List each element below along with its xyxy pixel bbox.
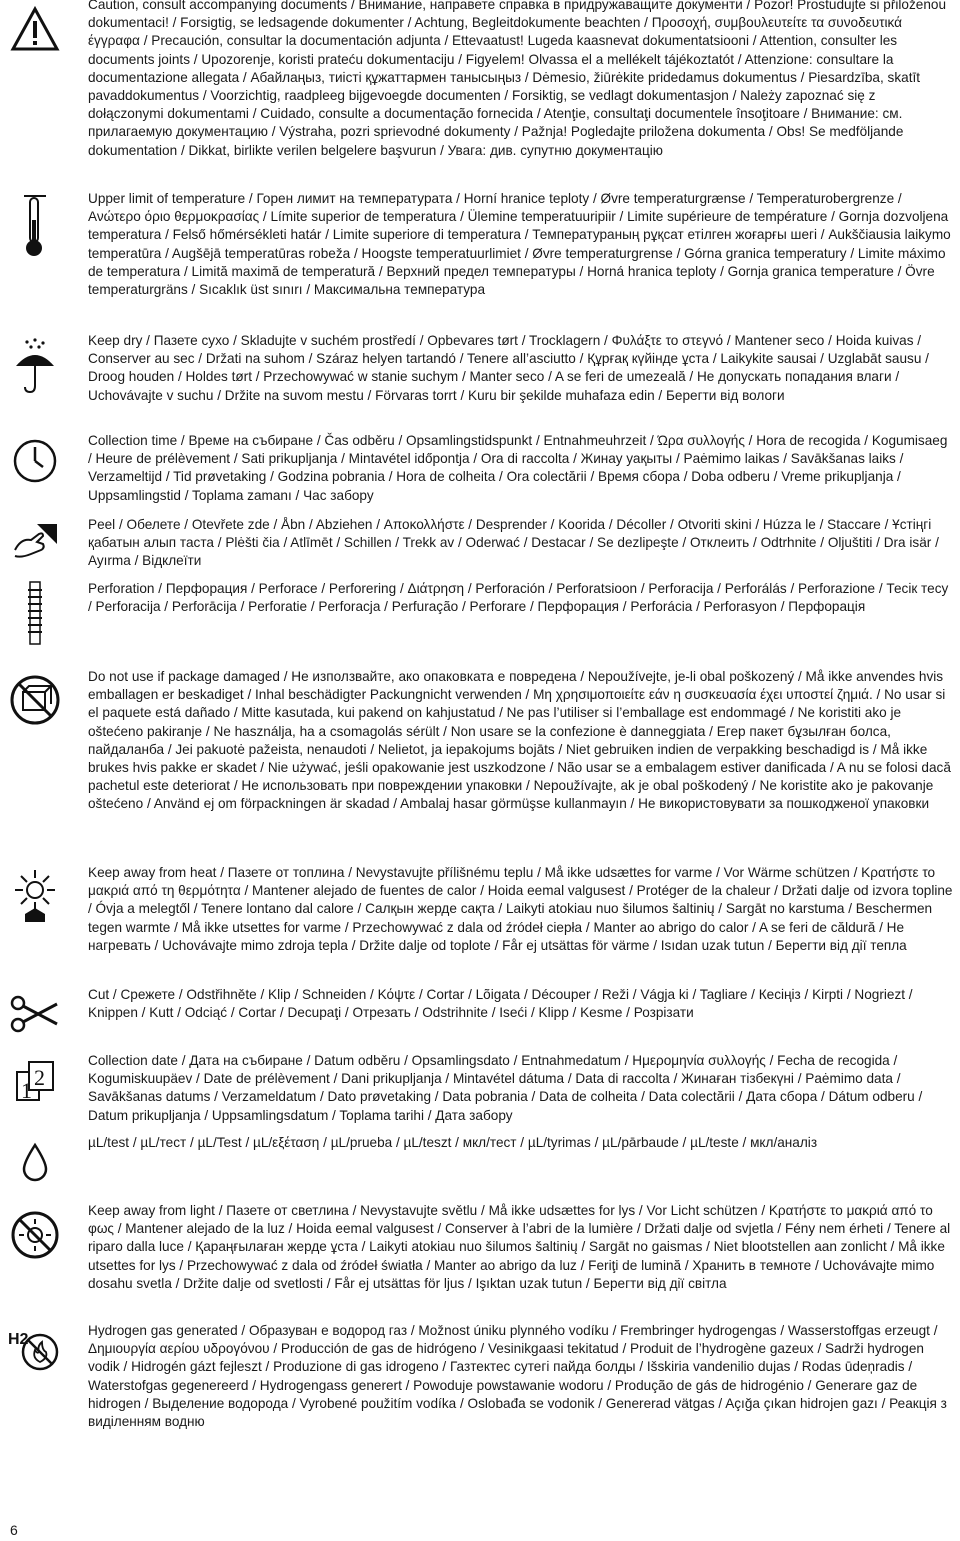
entry-text: Hydrogen gas generated / Образуван е водород газ / Možnost úniku plynného vodíku / Frembringer hydrogengas / Wasserstoffgas erzeugt / Δημιουργία αερίου υδρογόνου / Producción de gas de hidrógeno / Vesinikgaasi tekitatud / Produit de l’hydrogène gazeux / Sadrži hydrogen vodik / Hidrogén gázt fejleszt / Produzione di gas idrogeno / Газтектес сутегі пайда болды / Išskiria vandenilio dujas / Rodas ūdeņradis / Waterstofgas gegenereerd / Hydrogengass generert / Powoduje powstawanie wodoru / Produção de gás de hidrogénio / Generare gaz de hidrogen / Выделение водорода / Vyrobené použitím vodíka / Oslobađa se vodonik / Genererad vätgas / Açığa çıkan hidrojen gazı / Реакція з виділенням водню [88,1323,947,1430]
entry-text: Caution, consult accompanying documents / Внимание, направете справка в придружаващите документи / Pozor! Prostudujte si přiloženou dokumentaci! / Forsigtig, se ledsagende dokumenter / Achtung, Begleitdokumente beachten / Προσοχή, συμβουλευτείτε τα συνοδευτικά έγγραφα / Precaución, consultar la documentación adjunta / Ettevaatust! Lugeda kaasnevat dokumentatsiooni / Attention, consulter les documents joints / Upozorenje, koristi prateću dokumentaciju / Figyelem! Olvassa el a mellékelt tájékoztatót / Attenzione: consultare la documentazione allegata / Абайлаңыз, тиісті құжаттармен танысыңыз / Dėmesio, žiūrėkite pridedamus dokumentus / Piesardzība, skatīt pavaddokumentus / Voorzichtig, raadpleeg bijgevoegde documenten / Forsiktig, se vedlagt dokumentasjon / Należy zapoznać się z dołączonymi dokumentami / Cuidado, consulte a documentação fornecida / Atenţie, consultaţi documentele însoţitoare / Внимание: см. прилагаемую документацию / Výstraha, pozri sprievodné dokumenty / Pažnja! Pogledajte priložena dokumenta / Obs! Se medföljande dokumentation / Dikkat, birlikte verilen belgelere başvurun / Увага: див. супутню документацію [88,0,947,158]
entry-text: µL/test / µL/тест / µL/Test / µL/εξέταση / µL/prueba / µL/teszt / мкл/тест / µL/tyrimas / µL/pārbaude / µL/teste / мкл/аналіз [88,1135,818,1150]
clock-icon [6,438,64,484]
svg-text:2: 2 [34,1065,45,1090]
scissors-cut-icon [6,994,64,1034]
entry-text: Peel / Обелете / Otevřete zde / Åbn / Abziehen / Αποκολλήστε / Desprender / Koorida / Décoller / Otvoriti skini / Húzza le / Staccare / Ұстіңгі қабатын алып таста / Plėšti čia / Atlīmēt / Schillen / Trekk av / Oderwać / Destacar / Se dezlipeşte / Отклеить / Odtrhnite / Oljuštiti / Dra isär / Ayırma / Відклеїти [88,517,939,569]
entry-text: Collection date / Дата на събиране / Datum odběru / Opsamlingsdato / Entnahmedatum / Ημερομηνία συλλογής / Fecha de recogida / Kogumiskuupäev / Date de prélèvement / Dani prikupljanja / Mintavétel dátuma / Data di raccolta / Жинаған тізбекүні / Paėmimo data / Savākšanas datums / Verzameldatum / Dato prøvetaking / Data pobrania / Data de colheita / Data colectării / Дата сбора / Dátum odberu / Datum prikupljanja / Uppsamlingsdatum / Toplama tarihi / Дата забору [88,1053,923,1123]
perforation-icon [6,580,64,646]
entry-text: Keep dry / Пазете сухо / Skladujte v suchém prostředí / Opbevares tørt / Trocklagern / Φυλάξτε το στεγνό / Mantener seco / Hoida kuivas / Conserver au sec / Držati na suhom / Száraz helyen tartandó / Tenere all’asciutto / Құрғақ күйінде ұста / Laikykite sausai / Uzglabāt sausu / Droog houden / Holdes tørt / Przechowywać w stanie suchym / Manter seco / A se feri de umezeală / Не допускать попадания влаги / Uchovávajte v suchu / Držite na suvom mestu / Förvaras torrt / Kuru bir şekilde muhafaza edin / Берегти від вологи [88,333,929,403]
h2-label: H2 [8,1331,29,1348]
keep-dry-umbrella-icon [6,338,64,394]
page-number: 6 [10,1522,18,1538]
drop-volume-icon [6,1142,64,1182]
keep-away-from-light-icon [6,1210,64,1260]
entry-text: Keep away from heat / Пазете от топлина / Nevystavujte přílišnému teplu / Må ikke udsættes for varme / Vor Wärme schützen / Κρατήστε το μακριά από τη θερμότητα / Mantener alejado de fuentes de calor / Hoida eemal valgusest / Protéger de la chaleur / Držati dalje od izvora topline / Óvja a melegtől / Tenere lontano dal calore / Салқын жерде сақта / Laikyti atokiau nuo šilumos šaltinių / Sargāt no karstuma / Beschermen tegen warmte / Må ikke utsettes for varme / Przechowywać z dala od źródeł ciepła / Manter ao abrigo do calor / A se feri de căldură / Не нагревать / Uchovávajte mimo zdroja tepla / Držite dalje od toplote / Får ej utsättas för värme / Isıdan uzak tutun / Берегти від дії тепла [88,865,953,953]
entry-text: Cut / Срежете / Odstřihněte / Klip / Schneiden / Κόψτε / Cortar / Lõigata / Découper / Reži / Vágja ki / Tagliare / Кесіңіз / Kirpti / Nogriezt / Knippen / Kutt / Odciąć / Cortar / Decupaţi / Отрезать / Odstrihnite / Iseći / Klipp / Kesme / Розрізати [88,987,913,1021]
temperature-upper-limit-icon [6,190,64,260]
do-not-use-damaged-package-icon [6,674,64,726]
entry-text: Upper limit of temperature / Горен лимит на температурата / Horní hranice teploty / Øvre temperaturgrænse / Temperaturobergrenze / Ανώτερο όριο θερμοκρασίας / Límite superior de temperatura / Ülemine temperatuuripiir / Limite supérieure de température / Gornja dozvoljena temperatura / Felső hőmérsékleti határ / Limite superiore di temperatura / Температураның рұқсат етілген жоғарғы шегі / Aukščiausia laikymo temperatūra / Augšējā temperatūras robeža / Hoogste temperatuurlimiet / Øvre temperaturgrense / Górna granica temperatury / Limite máximo de temperatura / Limită maximă de temperatură / Верхний предел температуры / Horná hranica teploty / Gornja granica temperature / Övre temperaturgräns / Sıcaklık üst sınırı / Максимальна температура [88,191,951,298]
peel-hand-icon [6,520,64,562]
svg-text:1: 1 [21,1078,32,1103]
entry-text: Keep away from light / Пазете от светлина / Nevystavujte světlu / Må ikke udsættes for lys / Vor Licht schützen / Κρατήστε το μακριά από το φως / Mantener alejado de la luz / Hoida eemal valgusest / Conserver à l’abri de la lumière / Držati dalje od svjetla / Fény nem érheti / Tenere al riparo dalla luce / Қараңғылаған жерде ұста / Laikyti atokiau nuo šilumos šaltinių / Sargāt no gaismas / Niet blootstellen aan zonlicht / Må ikke utsettes for lys / Przechowywać z dala od źródeł światła / Manter ao abrigo da luz / Feriţi de lumină / Хранить в темноте / Uchovávajte mimo dosahu svetla / Držite dalje od svetlosti / Får ej utsättas för ljus / Işıktan uzak tutun / Берегти від дії світла [88,1203,951,1291]
calendar-date-icon [6,1058,64,1104]
entry-text: Do not use if package damaged / Не използвайте, ако опаковката е повредена / Nepoužívejte, je-li obal poškozený / Må ikke anvendes hvis emballagen er beskadiget / Inhal beschädigter Packungnicht verwenden / Μη χρησιμοποιείτε εάν η συσκευασία έχει υποστεί ζημιά. / No usar si el paquete está dañado / Mitte kasutada, kui pakend on kahjustatud / Ne pas l’utiliser si l’emballage est endommagé / Ne koristiti ako je oštećeno pakiranje / Ne használja, ha a csomagolás sérült / Non usare se la confezione è danneggiata / Егер пакет бұзылған болса, пайдаланба / Jei pakuotė pažeista, nenaudoti / Nelietot, ja iepakojums bojāts / Niet gebruiken indien de verpakking beschadigd is / Må ikke brukes hvis pakke er skadet / Nie używać, jeśli opakowanie jest uszkodzone / Não usar se a embalagem estiver danificada / A nu se folosi dacă pachetul este deteriorat / Не использовать при повреждении упаковки / Nepoužívajte, ak je obal poškodený / Ne koristite ako je pakovanje oštećeno / Använd ej om förpackningen är skadad / Ambalaj hasar görmüşse kullanmayın / Не використовувати за пошкодженої упаковки [88,669,951,812]
keep-away-from-heat-icon [6,868,64,924]
entry-text: Perforation / Перфорация / Perforace / Perforering / Διάτρηση / Perforación / Perforatsioon / Perforacija / Perforálás / Perforazione / Тесік тесу / Perforacija / Perforācija / Perforatie / Perforacja / Perfuração / Perforare / Перфорация / Perforácia / Perforasyon / Перфорація [88,581,949,615]
caution-triangle-icon [6,6,64,52]
entry-text: Collection time / Време на събиране / Čas odběru / Opsamlingstidspunkt / Entnahmeuhrzeit / Ώρα συλλογής / Hora de recogida / Kogumisaeg / Heure de prélèvement / Sati prikupljanja / Mintavétel időpontja / Ora di raccolta / Жинау уақыты / Paėmimo laikas / Savākšanas laiks / Verzameltijd / Tid prøvetaking / Godzina pobrania / Hora de colheita / Ora colectării / Время сбора / Doba odberu / Vreme prikupljanja / Uppsamlingstid / Toplama zamanı / Час забору [88,433,948,503]
hydrogen-gas-icon [6,1322,64,1372]
